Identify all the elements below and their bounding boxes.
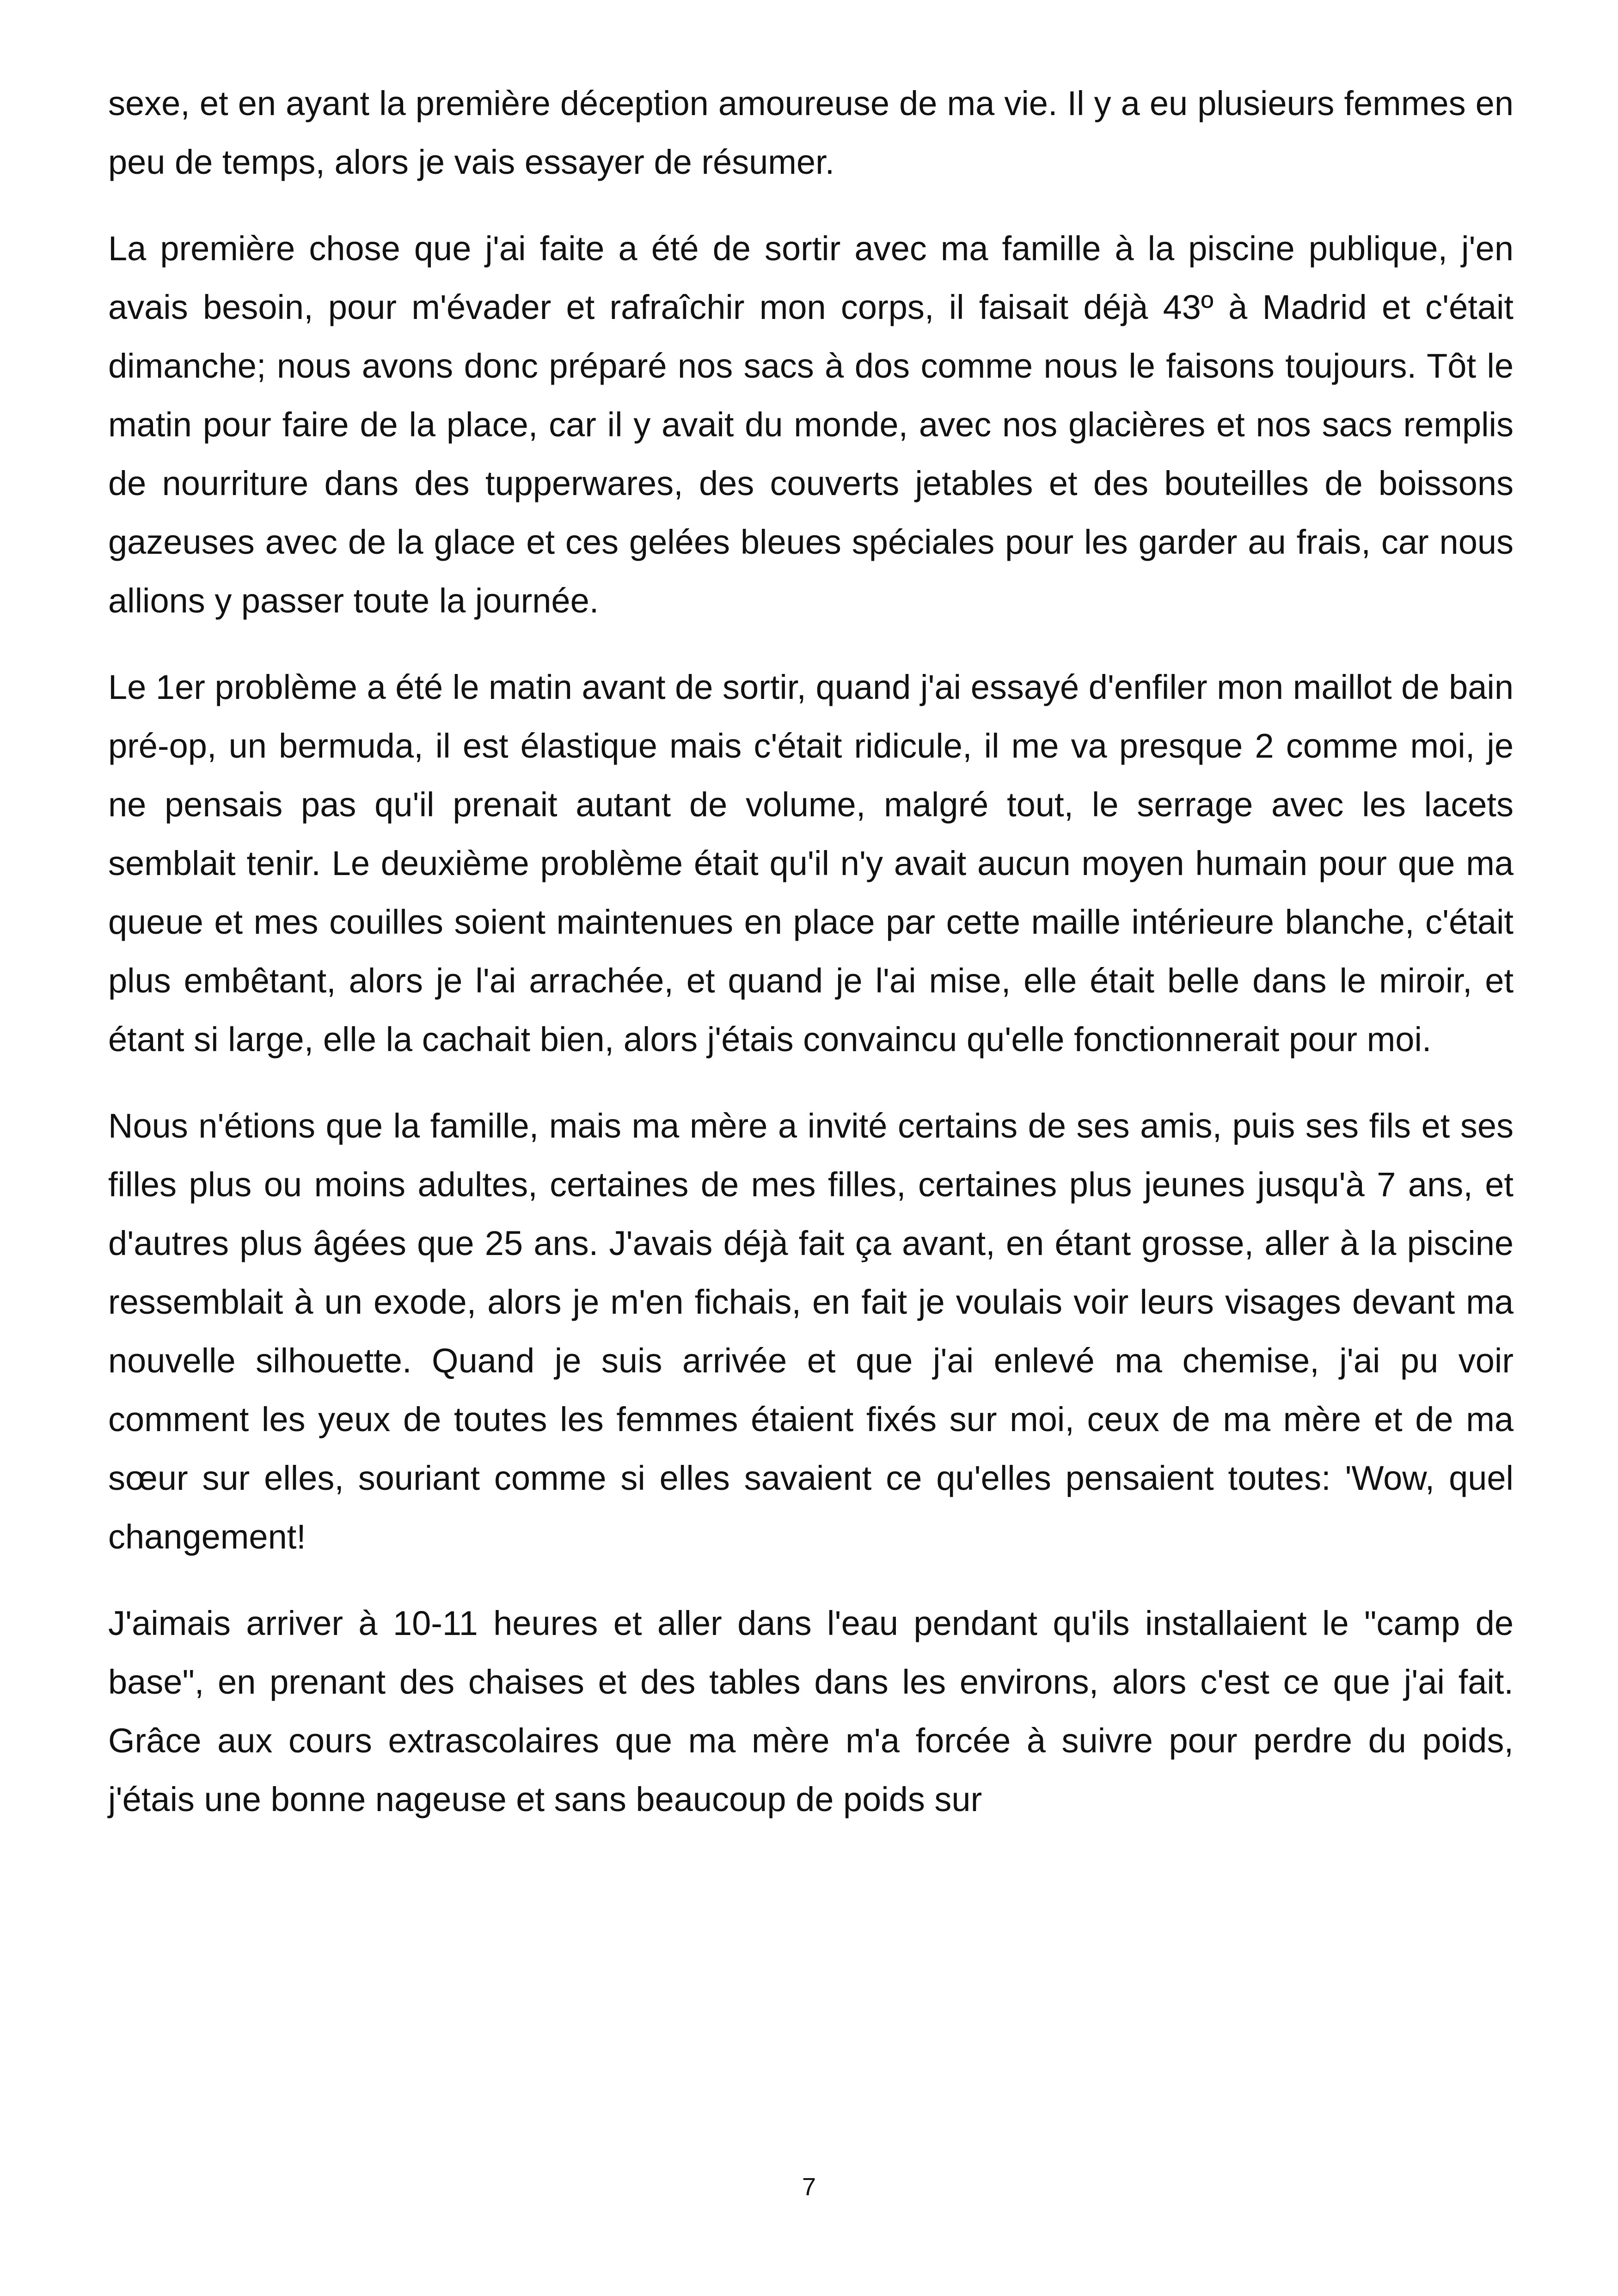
paragraph: J'aimais arriver à 10-11 heures et aller dans l'eau pendant qu'ils installaient le "camp de base", en prenant des chaises et des tables dans les environs, alors c'est ce que j'ai fait. Grâce aux cours extrascolaires que ma mère m'a forcée à suivre pour perdre du poids, j'étais une bonne nageuse et sans beaucoup de poids sur [108,1604,1514,1818]
page-number: 7 [802,2173,816,2201]
body-text [108,74,1514,1856]
paragraph: sexe, et en ayant la première déception amoureuse de ma vie. Il y a eu plusieurs femmes en peu de temps, alors je vais essayer de résumer. [108,84,1514,181]
paragraph: Le 1er problème a été le matin avant de sortir, quand j'ai essayé d'enfiler mon maillot de bain pré-op, un bermuda, il est élastique mais c'était ridicule, il me va presque 2 comme moi, je ne pensais pas qu'il prenait autant de volume, malgré tout, le serrage avec les lacets semblait tenir. Le deuxième problème était qu'il n'y avait aucun moyen humain pour que ma queue et mes couilles soient maintenues en place par cette maille intérieure blanche, c'était plus embêtant, alors je l'ai arrachée, et quand je l'ai mise, elle était belle dans le miroir, et étant si large, elle la cachait bien, alors j'étais convaincu qu'elle fonctionnerait pour moi. [108,668,1514,1059]
paragraph: La première chose que j'ai faite a été de sortir avec ma famille à la piscine publique, j'en avais besoin, pour m'évader et rafraîchir mon corps, il faisait déjà 43º à Madrid et c'était dimanche; nous avons donc préparé nos sacs à dos comme nous le faisons toujours. Tôt le matin pour faire de la place, car il y avait du monde, avec nos glacières et nos sacs remplis de nourriture dans des tupperwares, des couverts jetables et des bouteilles de boissons gazeuses avec de la glace et ces gelées bleues spéciales pour les garder au frais, car nous allions y passer toute la journée. [108,229,1514,620]
paragraph: Nous n'étions que la famille, mais ma mère a invité certains de ses amis, puis ses fils et ses filles plus ou moins adultes, certaines de mes filles, certaines plus jeunes jusqu'à 7 ans, et d'autres plus âgées que 25 ans. J'avais déjà fait ça avant, en étant grosse, aller à la piscine ressemblait à un exode, alors je m'en fichais, en fait je voulais voir leurs visages devant ma nouvelle silhouette. Quand je suis arrivée et que j'ai enlevé ma chemise, j'ai pu voir comment les yeux de toutes les femmes étaient fixés sur moi, ceux de ma mère et de ma sœur sur elles, souriant comme si elles savaient ce qu'elles pensaient toutes: 'Wow, quel changement! [108,1107,1514,1556]
